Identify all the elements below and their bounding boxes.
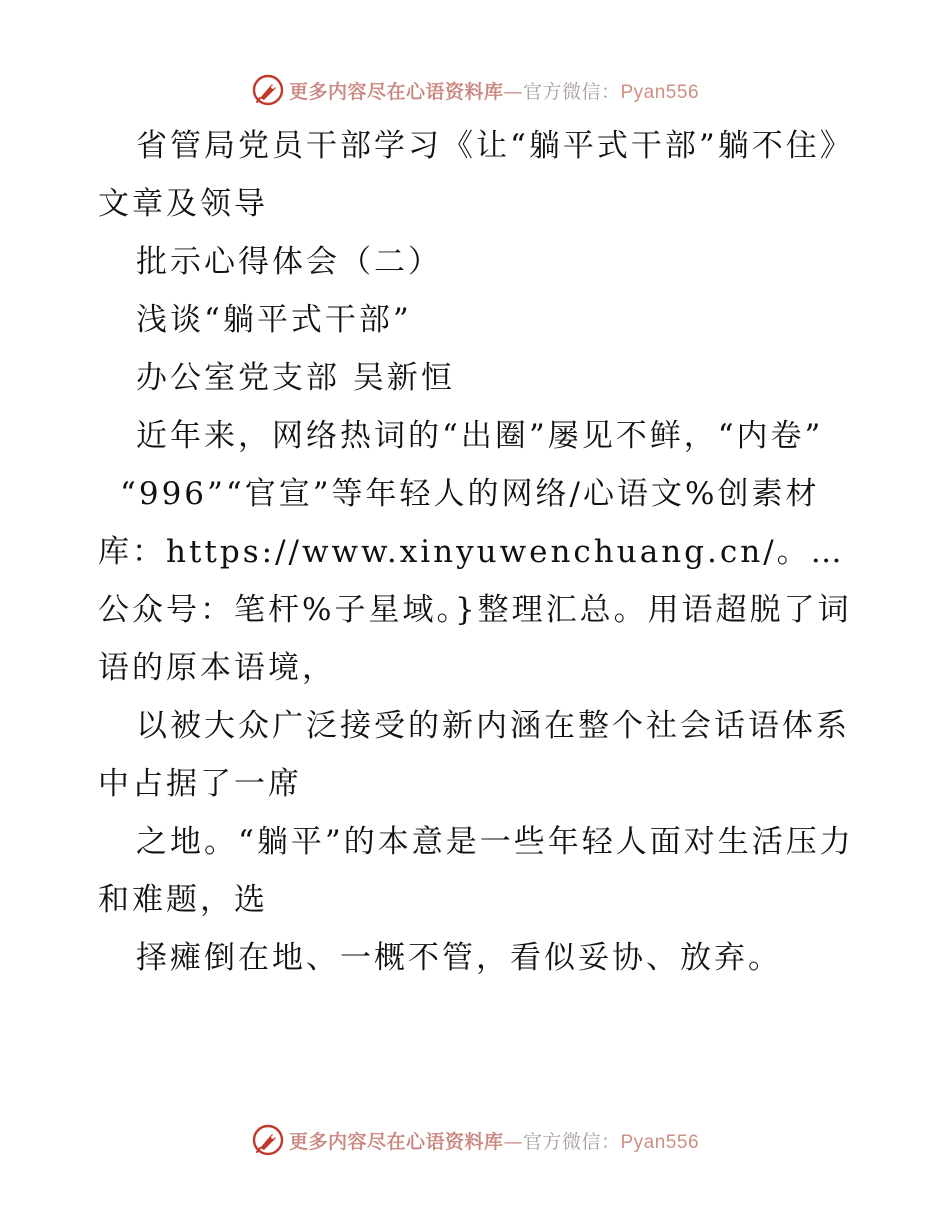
document-title-line-1: 省管局党员干部学习《让“躺平式干部”躺不住》文章及领导 [98,128,854,222]
document-title-line-2: 批示心得体会（二） [136,244,442,280]
banner-wechat-id: Pyan556 [620,81,700,103]
banner-separator: — [503,80,523,103]
document-author: 办公室党支部 吴新恒 [136,360,455,396]
pen-nib-logo-icon [251,73,285,107]
document-body [98,117,858,987]
banner-wechat-label: 官方微信： [522,1130,621,1153]
header-banner [0,70,950,110]
banner-main-text: 更多内容尽在心语资料库 [288,1130,504,1153]
paragraph-line: 之地。“躺平”的本意是一些年轻人面对生活压力和难题，选 [98,824,854,918]
banner-wechat-label: 官方微信： [522,80,621,103]
paragraph-line: “996”“官宣”等年轻人的网络/心语文%创素材库：https://www.xinyuwenchuang.cn/。…公众号：笔杆%子星域。}整理汇总。用语超脱了词语的原本语境， [98,476,852,686]
pen-nib-logo-icon [251,1123,285,1157]
banner-wechat-id: Pyan556 [620,1131,700,1153]
banner-separator: — [503,1130,523,1153]
banner-text [289,1127,699,1154]
footer-banner [0,1120,950,1160]
banner-text [289,77,699,104]
paragraph-line: 以被大众广泛接受的新内涵在整个社会话语体系中占据了一席 [98,708,850,802]
document-subtitle: 浅谈“躺平式干部” [136,302,412,338]
paragraph-line: 择瘫倒在地、一概不管，看似妥协、放弃。 [136,940,782,976]
paragraph-line: 近年来，网络热词的“出圈”屡见不鲜，“内卷” [136,418,824,454]
banner-main-text: 更多内容尽在心语资料库 [288,80,504,103]
